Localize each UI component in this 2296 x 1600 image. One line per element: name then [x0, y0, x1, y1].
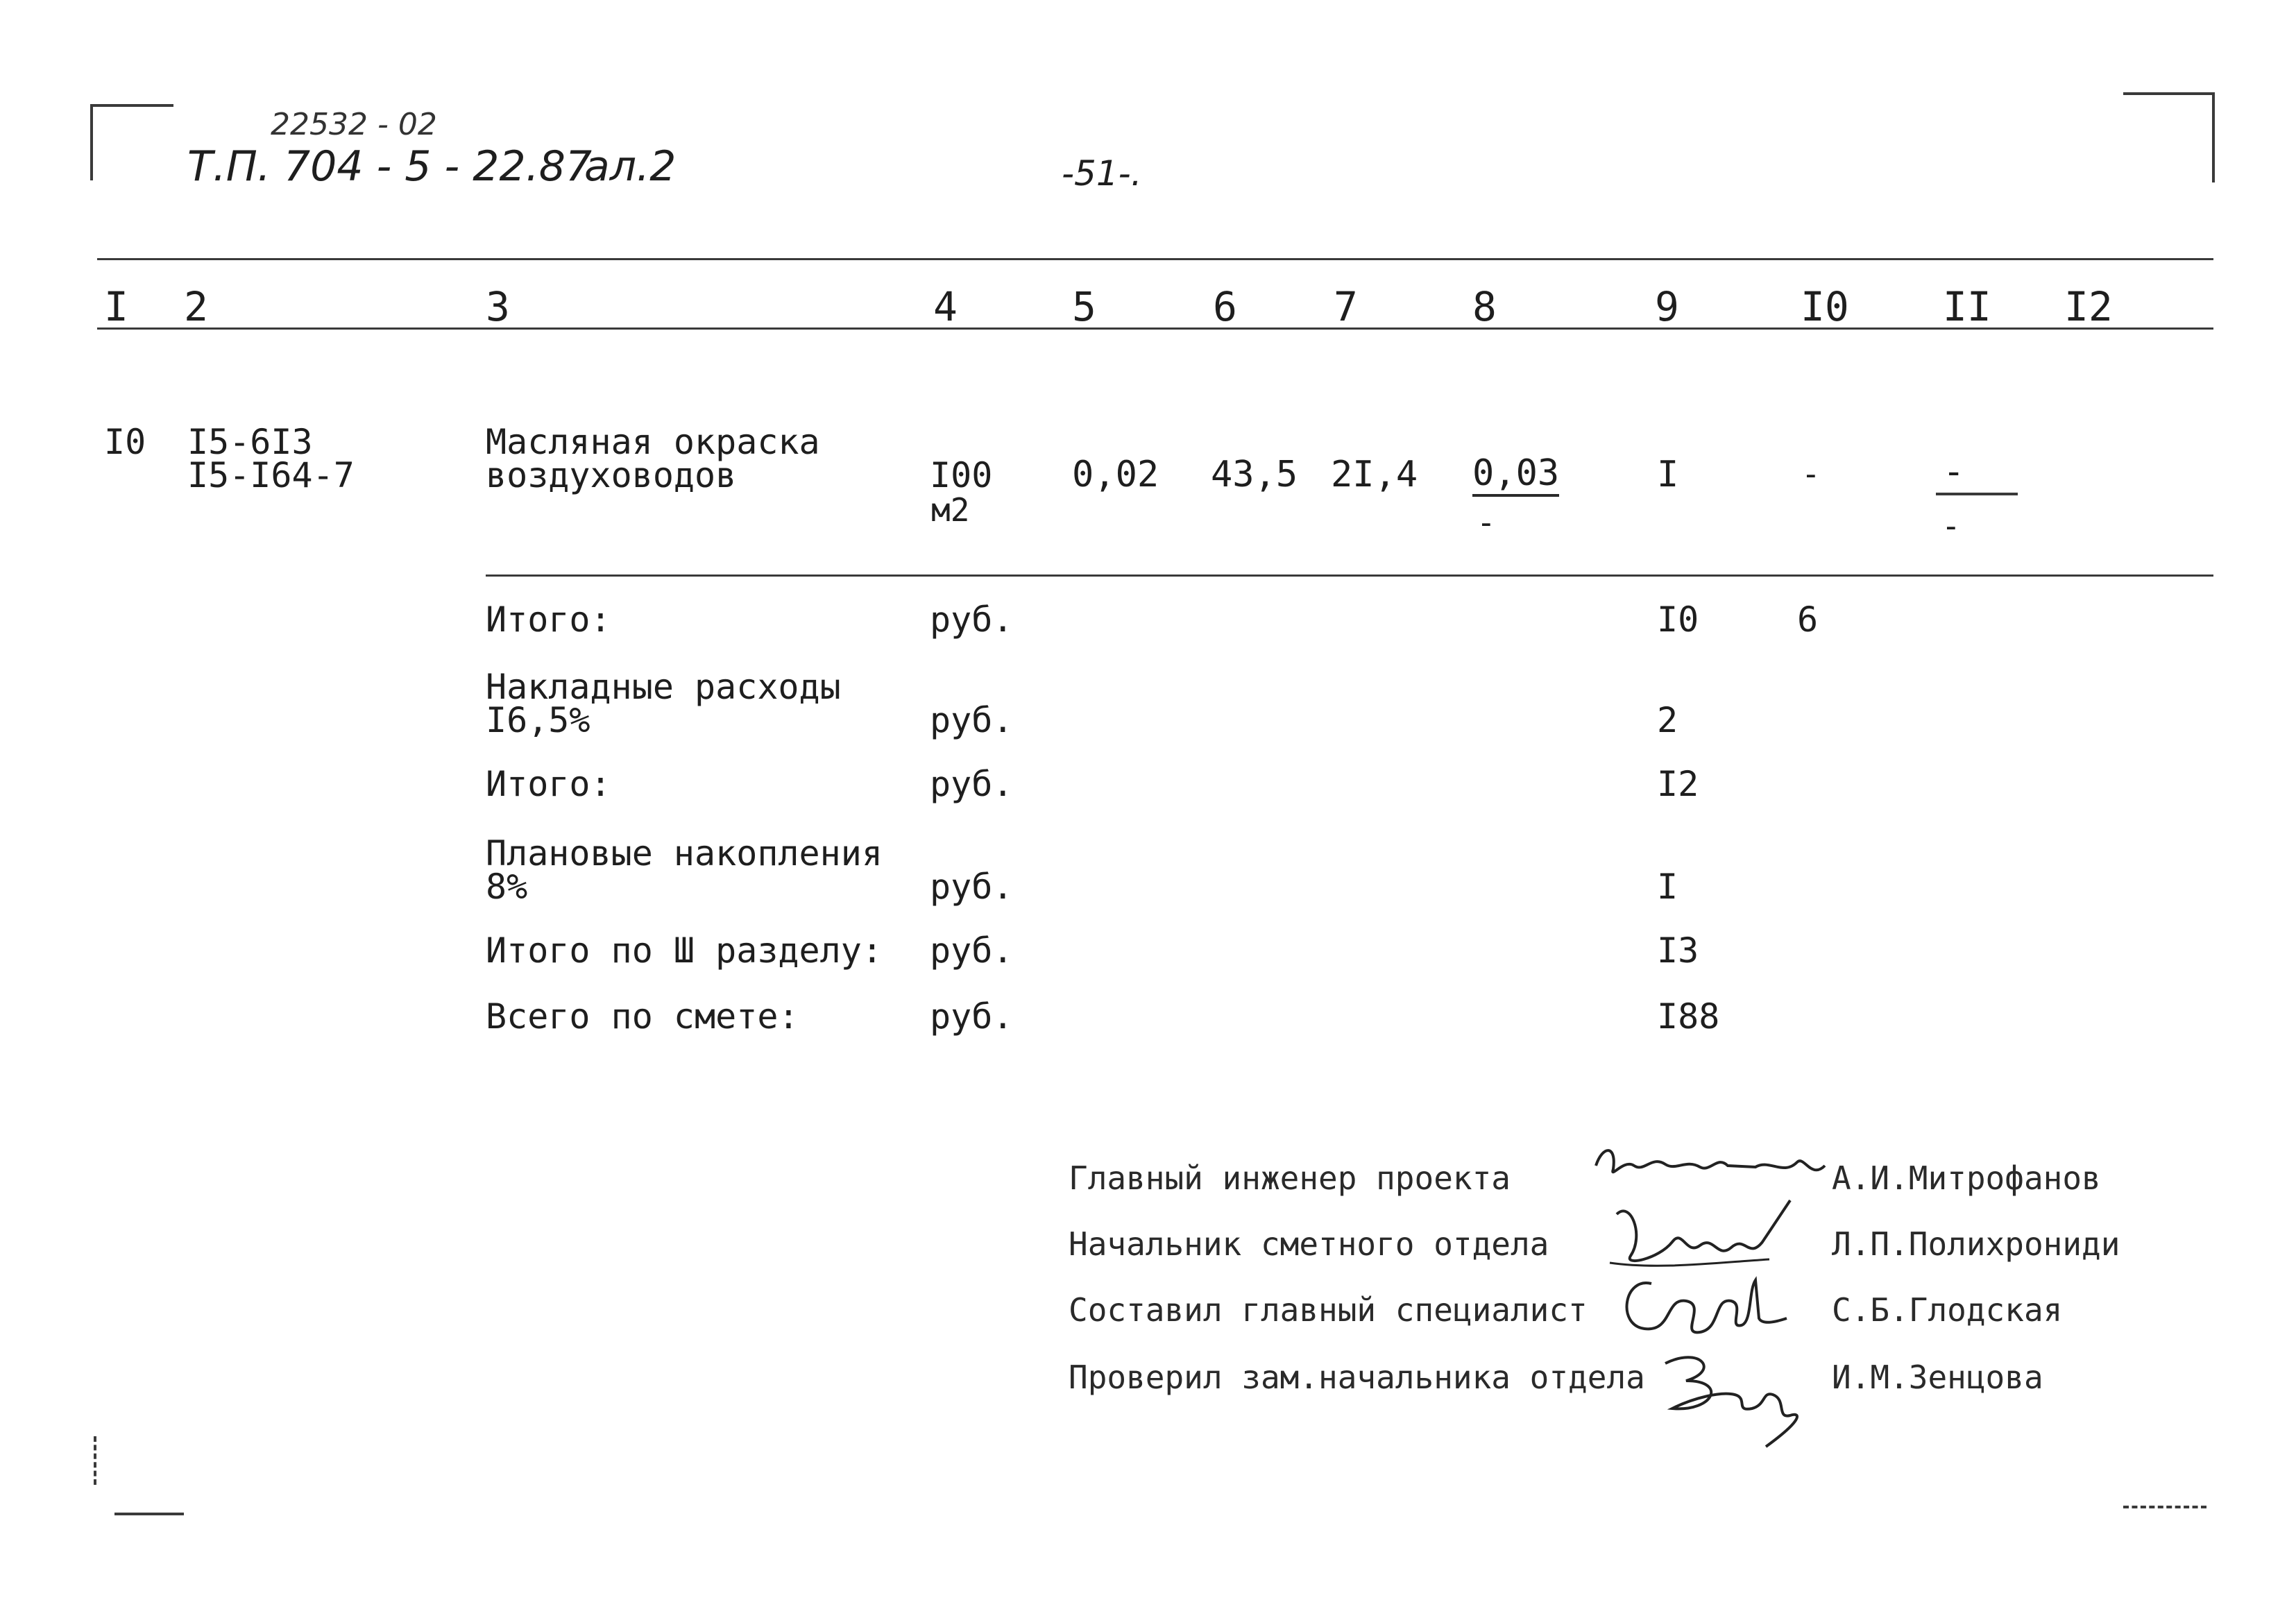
signature-name-estimate-head: Л.П.Полихрониди	[1832, 1225, 2120, 1263]
column-header-10: I0	[1801, 283, 1849, 330]
item-bottom-rule	[486, 575, 2213, 577]
item-name-line-2: воздуховодов	[486, 455, 737, 495]
table-top-rule	[97, 258, 2213, 260]
signature-role-estimate-head: Начальник сметного отдела	[1069, 1225, 1549, 1263]
corner-mark-top-right-h	[2123, 92, 2213, 95]
handwritten-signature-checker	[1617, 1343, 1818, 1454]
doc-code: Т.П. 704 - 5 - 22.87	[187, 142, 593, 191]
signature-name-checker: И.М.Зенцова	[1832, 1359, 2043, 1396]
summary-label-total-2: Итого:	[486, 764, 611, 804]
item-col11: -	[1943, 451, 1965, 493]
handwritten-signature-chief-engineer	[1589, 1138, 1839, 1193]
item-total-cost-sub: -	[1477, 504, 1496, 541]
summary-label-overhead-line-1: Накладные расходы	[486, 667, 841, 707]
column-header-5: 5	[1072, 283, 1096, 330]
item-code-2: I5-I64-7	[187, 455, 355, 495]
summary-unit-section-total: руб.	[930, 930, 1014, 971]
summary-col9-total-2: I2	[1657, 764, 1699, 804]
item-col9: I	[1657, 454, 1679, 495]
header-bottom-rule	[97, 327, 2213, 330]
summary-unit-planned: руб.	[930, 867, 1014, 907]
column-header-12: I2	[2064, 283, 2113, 330]
column-header-8: 8	[1472, 283, 1497, 330]
page-number: -51-.	[1062, 153, 1142, 194]
corner-mark-bottom-right-h	[2123, 1506, 2206, 1508]
column-header-6: 6	[1213, 283, 1237, 330]
item-quantity: 0,02	[1072, 454, 1159, 495]
column-header-9: 9	[1655, 283, 1679, 330]
item-col11-sub: -	[1941, 507, 1961, 545]
item-total-cost: 0,03	[1472, 455, 1559, 497]
column-header-3: 3	[486, 283, 510, 330]
summary-label-overhead-line-2: I6,5%	[486, 700, 590, 740]
signature-role-compiler: Составил главный специалист	[1069, 1291, 1588, 1329]
item-unit-2: м2	[931, 491, 970, 529]
signature-name-chief-engineer: А.И.Митрофанов	[1832, 1159, 2101, 1197]
summary-label-total-1: Итого:	[486, 599, 611, 640]
summary-col9-grand-total: I88	[1657, 996, 1720, 1037]
signature-name-compiler: С.Б.Глодская	[1832, 1291, 2063, 1329]
item-col11-rule	[1936, 493, 2018, 495]
item-unit-wage: 2I,4	[1331, 454, 1418, 495]
corner-mark-top-left-v	[90, 104, 93, 180]
column-header-11: II	[1943, 283, 1991, 330]
corner-mark-bottom-left-h	[114, 1513, 184, 1515]
corner-mark-bottom-left-v	[94, 1436, 96, 1485]
handwritten-signature-compiler	[1610, 1270, 1790, 1346]
column-header-7: 7	[1334, 283, 1358, 330]
signature-role-checker: Проверил зам.начальника отдела	[1069, 1359, 1645, 1396]
item-unit-1: I00	[930, 455, 993, 495]
summary-label-planned-line-2: 8%	[486, 867, 528, 907]
summary-unit-grand-total: руб.	[930, 996, 1014, 1037]
corner-mark-top-right-v	[2212, 92, 2215, 182]
summary-unit-overhead: руб.	[930, 700, 1014, 740]
item-number: I0	[104, 422, 146, 462]
summary-label-grand-total: Всего по смете:	[486, 996, 799, 1037]
summary-label-planned-line-1: Плановые накопления	[486, 833, 883, 874]
column-header-4: 4	[933, 283, 958, 330]
item-code-1: I5-6I3	[187, 422, 313, 462]
doc-code-small: 22532 - 02	[271, 107, 437, 142]
album-number: ал.2	[584, 142, 677, 191]
summary-col9-overhead: 2	[1657, 700, 1678, 740]
item-name-line-1: Масляная окраска	[486, 422, 820, 462]
summary-unit-total-1: руб.	[930, 599, 1014, 640]
summary-col9-planned: I	[1657, 867, 1678, 907]
column-header-1: I	[104, 283, 128, 330]
summary-col9-total-1: I0	[1657, 599, 1699, 640]
summary-unit-total-2: руб.	[930, 764, 1014, 804]
signature-role-chief-engineer: Главный инженер проекта	[1069, 1159, 1511, 1197]
column-header-2: 2	[184, 283, 208, 330]
summary-col10-total-1: 6	[1797, 599, 1819, 640]
corner-mark-top-left-h	[90, 104, 173, 107]
item-unit-price: 43,5	[1211, 454, 1298, 495]
summary-label-section-total: Итого по Ш разделу:	[486, 930, 883, 971]
item-col10: -	[1801, 455, 1821, 493]
summary-col9-section-total: I3	[1657, 930, 1699, 971]
